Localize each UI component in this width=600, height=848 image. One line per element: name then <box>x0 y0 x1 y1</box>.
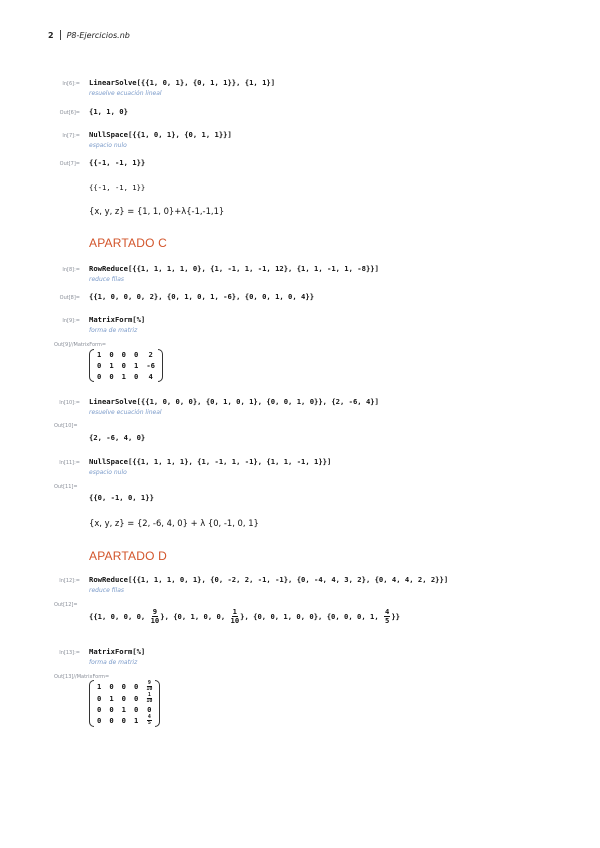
section-heading: APARTADO D <box>89 549 168 563</box>
matrix-fraction: $\frac{4}{5}$ <box>147 714 151 726</box>
matrix-grid <box>94 680 155 727</box>
matrix-cell: 1 <box>109 361 114 370</box>
matrix-cell: 1 <box>97 350 102 359</box>
matrix-cell: 1 <box>133 716 139 725</box>
matrix-form-output <box>89 680 160 727</box>
matrix-cell: 0 <box>133 372 139 381</box>
matrix-cell: 0 <box>121 682 126 691</box>
function-hint: espacio nulo <box>89 142 127 149</box>
output-value: {{-1, -1, 1}} <box>89 158 146 167</box>
matrix-cell: 1 <box>109 694 114 703</box>
input-label: In[7]:= <box>62 133 80 139</box>
matrix-cell: -6 <box>146 361 155 370</box>
output-value: {{0, -1, 0, 1}} <box>89 493 154 502</box>
input-label: In[9]:= <box>62 318 80 324</box>
input-label: In[8]:= <box>62 267 80 273</box>
page-header <box>48 30 130 40</box>
function-hint: reduce filas <box>89 276 125 283</box>
text-cell: {{-1, -1, 1}} <box>89 183 146 192</box>
input-code[interactable]: NullSpace[{{1, 0, 1}, {0, 1, 1}}] <box>89 130 232 139</box>
matrix-cell: 0 <box>97 716 102 725</box>
matrix-cell: 0 <box>121 350 126 359</box>
matrix-cell: 1 <box>97 682 102 691</box>
matrix-cell: 0 <box>133 682 139 691</box>
section-heading: APARTADO C <box>89 236 168 250</box>
matrix-cell: 0 <box>97 372 102 381</box>
output-label: Out[10]= <box>54 423 78 429</box>
function-hint: forma de matriz <box>89 327 138 334</box>
input-code[interactable]: RowReduce[{{1, 1, 1, 1, 0}, {1, -1, 1, -1, 12}, {1, 1, -1, 1, -8}}] <box>89 264 379 273</box>
text-cell: {x, y, z} = {2, -6, 4, 0} + λ {0, -1, 0, 1} <box>89 518 259 528</box>
function-hint: resuelve ecuación lineal <box>89 90 162 97</box>
output-value: {2, -6, 4, 0} <box>89 433 146 442</box>
matrix-cell: 0 <box>109 705 114 714</box>
output-label: Out[12]= <box>54 602 78 608</box>
output-label: Out[11]= <box>54 484 78 490</box>
function-hint: resuelve ecuación lineal <box>89 409 162 416</box>
output-value: {{1, 0, 0, 0, 2}, {0, 1, 0, 1, -6}, {0, 0, 1, 0, 4}} <box>89 292 315 301</box>
notebook-filename: P8-Ejercicios.nb <box>66 31 130 40</box>
matrix-cell: 0 <box>109 716 114 725</box>
matrix-cell: 0 <box>133 694 139 703</box>
input-code[interactable]: LinearSolve[{{1, 0, 0, 0}, {0, 1, 0, 1}, {0, 0, 1, 0}}, {2, -6, 4}] <box>89 397 379 406</box>
matrix-cell: 0 <box>147 705 152 714</box>
input-label: In[12]:= <box>59 578 80 584</box>
matrix-cell: 0 <box>109 372 114 381</box>
function-hint: forma de matriz <box>89 659 138 666</box>
matrix-form-output <box>89 349 163 382</box>
output-value: { {1, 0, 0, 0, $\frac{9}{10}$ }, {0, 1, 0, 0, $\frac{1}{10}$ }, {0, 0, 1, 0, 0}, {0, 0, 0, 1, $\frac{4}{5}$ } } <box>89 607 400 625</box>
output-value: {1, 1, 0} <box>89 107 128 116</box>
output-label: Out[9]//MatrixForm= <box>54 342 107 348</box>
matrix-cell: 1 <box>121 705 126 714</box>
page-number: 2 <box>48 31 54 40</box>
matrix-cell: 0 <box>97 694 102 703</box>
header-divider <box>60 30 61 40</box>
input-code[interactable]: RowReduce[{{1, 1, 1, 0, 1}, {0, -2, 2, -1, -1}, {0, -4, 4, 3, 2}, {0, 4, 4, 2, 2}}] <box>89 575 449 584</box>
matrix-fraction: $\frac{1}{10}$ <box>146 692 153 704</box>
matrix-cell: 0 <box>121 716 126 725</box>
matrix-grid <box>94 349 158 382</box>
input-code[interactable]: LinearSolve[{{1, 0, 1}, {0, 1, 1}}, {1, 1}] <box>89 78 276 87</box>
matrix-cell: 0 <box>133 350 139 359</box>
input-code[interactable]: MatrixForm[%] <box>89 647 146 656</box>
input-code[interactable]: MatrixForm[%] <box>89 315 146 324</box>
input-code[interactable]: NullSpace[{{1, 1, 1, 1}, {1, -1, 1, -1}, {1, 1, -1, 1}}] <box>89 457 332 466</box>
input-label: In[11]:= <box>59 460 80 466</box>
matrix-cell: 0 <box>121 694 126 703</box>
output-label: Out[6]= <box>59 110 80 116</box>
input-label: In[10]:= <box>59 400 80 406</box>
right-paren <box>158 349 163 382</box>
matrix-cell: 0 <box>121 361 126 370</box>
output-label: Out[7]= <box>59 161 80 167</box>
function-hint: espacio nulo <box>89 469 127 476</box>
matrix-cell: 1 <box>133 361 139 370</box>
matrix-cell: 4 <box>148 372 153 381</box>
matrix-cell: 0 <box>97 361 102 370</box>
input-label: In[13]:= <box>59 650 80 656</box>
matrix-cell: 0 <box>109 682 114 691</box>
matrix-fraction: $\frac{9}{10}$ <box>146 680 153 692</box>
text-cell: {x, y, z} = {1, 1, 0}+λ{-1,-1,1} <box>89 206 225 216</box>
matrix-cell: 0 <box>133 705 139 714</box>
right-paren <box>155 680 160 727</box>
output-label: Out[13]//MatrixForm= <box>54 674 110 680</box>
output-label: Out[8]= <box>59 295 80 301</box>
matrix-cell: 0 <box>109 350 114 359</box>
matrix-cell: 1 <box>121 372 126 381</box>
matrix-cell: 0 <box>97 705 102 714</box>
function-hint: reduce filas <box>89 587 125 594</box>
matrix-cell: 2 <box>148 350 153 359</box>
input-label: In[6]:= <box>62 81 80 87</box>
